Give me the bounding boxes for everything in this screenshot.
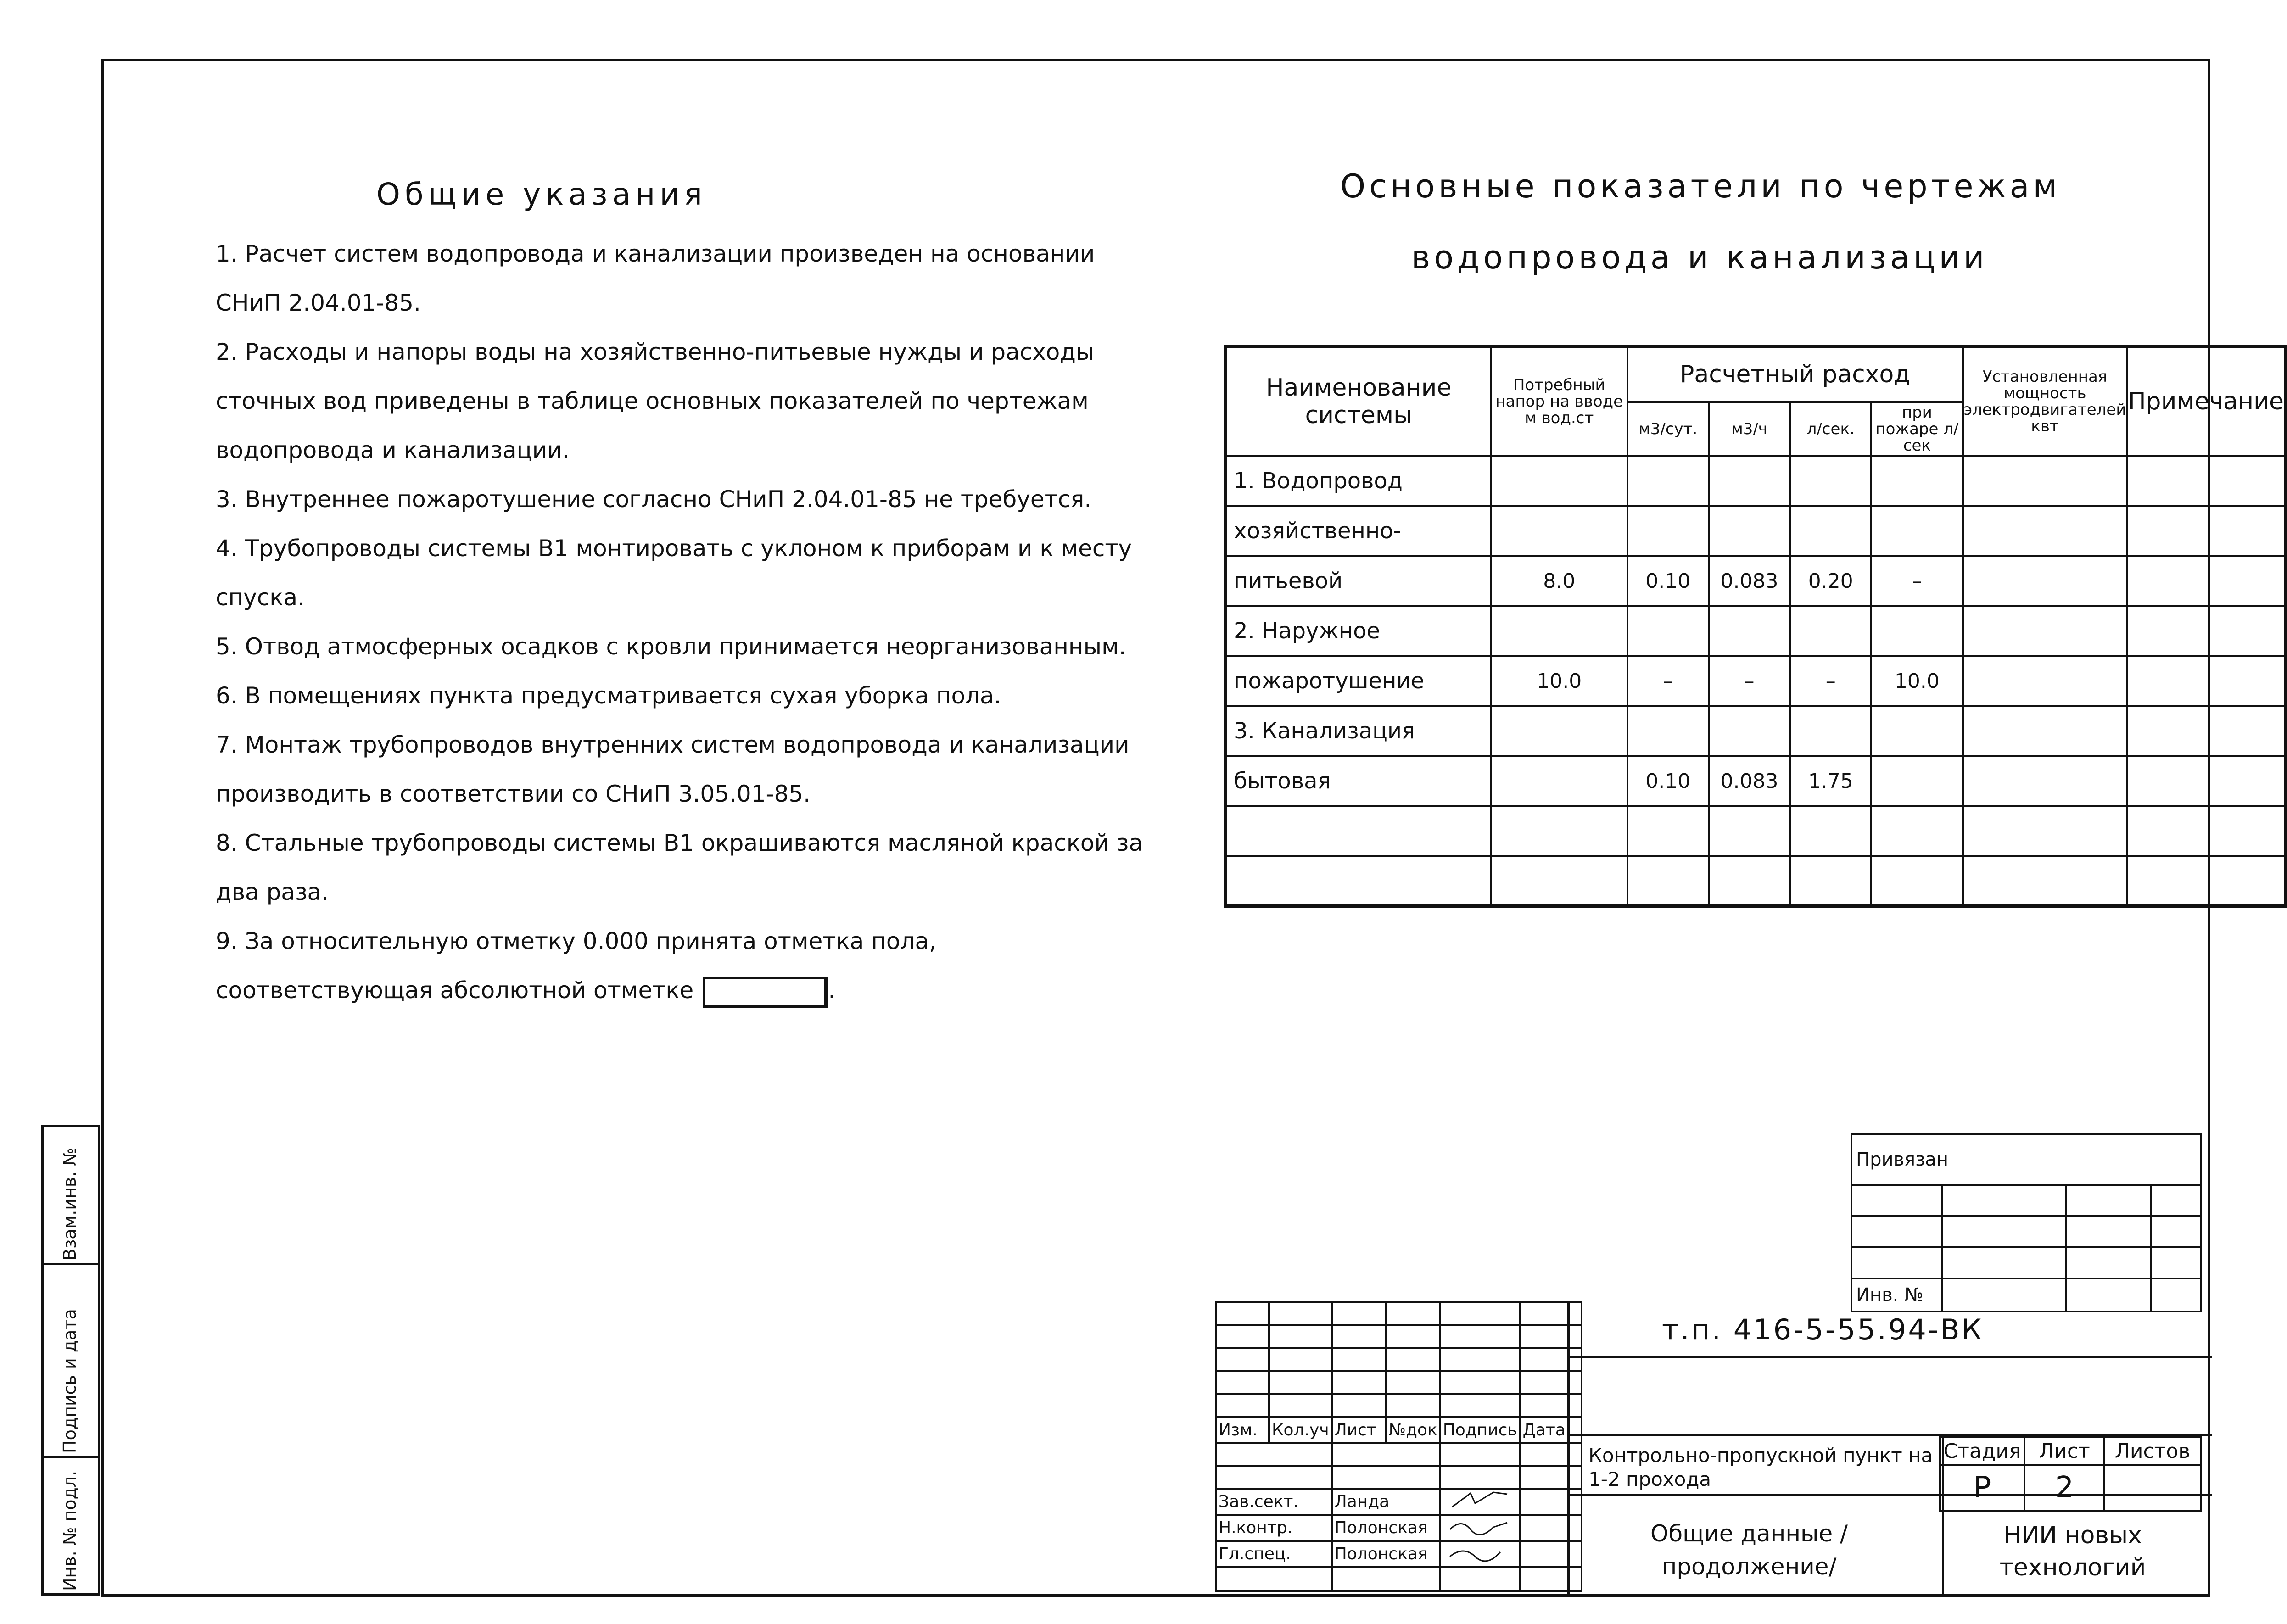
signature-2: [1440, 1515, 1520, 1541]
table-row: [1226, 806, 2286, 856]
role-3: Гл.спец.: [1216, 1541, 1332, 1567]
header-head: Потребный напор на вводе м вод.ст: [1491, 347, 1627, 456]
cell-head: [1491, 606, 1627, 656]
cell-m3h: [1709, 856, 1790, 906]
col-izm: Изм.: [1216, 1417, 1269, 1443]
sheets-value: [2104, 1465, 2201, 1511]
role-2: Н.контр.: [1216, 1515, 1332, 1541]
table-row: [1226, 656, 2286, 706]
cell-note: [2127, 556, 2285, 606]
cell-power: [1963, 456, 2127, 506]
col-kol: Кол.уч: [1269, 1417, 1332, 1443]
sheets-label: Листов: [2104, 1437, 2201, 1465]
cell-note: [2127, 806, 2285, 856]
col-sign: Подпись: [1440, 1417, 1520, 1443]
cell-name: 1. Водопровод: [1226, 456, 1491, 506]
cell-ls: [1790, 856, 1871, 906]
side-cell-instead-inv: [44, 1127, 98, 1265]
cell-m3h: 0.083: [1709, 756, 1790, 806]
binding-label: Привязан: [1851, 1134, 2201, 1185]
col-list: Лист: [1332, 1417, 1386, 1443]
cell-head: [1491, 456, 1627, 506]
header-m3-hour: м3/ч: [1709, 402, 1790, 456]
cell-m3h: [1709, 806, 1790, 856]
header-m3-day: м3/сут.: [1627, 402, 1709, 456]
table-row: [1226, 506, 2286, 556]
col-doc: №док: [1386, 1417, 1440, 1443]
sheet-title: Общие данные /продолжение/: [1650, 1520, 1848, 1580]
cell-power: [1963, 656, 2127, 706]
cell-m3h: [1709, 706, 1790, 756]
header-note: Примечание: [2127, 347, 2285, 456]
sheet-value: 2: [2024, 1465, 2104, 1511]
signature-3: [1440, 1541, 1520, 1567]
header-l-sec: л/сек.: [1790, 402, 1871, 456]
side-cell-inv-orig: [44, 1458, 98, 1596]
notes-title: Общие указания: [376, 177, 707, 212]
side-label-inv-orig: Инв. № подл.: [60, 1470, 80, 1591]
cell-fire: 10.0: [1871, 656, 1963, 706]
cell-head: [1491, 506, 1627, 556]
role-1: Зав.сект.: [1216, 1489, 1332, 1515]
cell-m3h: [1709, 606, 1790, 656]
cell-m3d: 0.10: [1627, 556, 1709, 606]
cell-power: [1963, 806, 2127, 856]
cell-power: [1963, 756, 2127, 806]
cell-name: питьевой: [1226, 556, 1491, 606]
cell-fire: [1871, 706, 1963, 756]
notes-list: [216, 229, 1152, 1015]
cell-m3h: [1709, 506, 1790, 556]
indicators-title-line1: Основные показатели по чертежам: [1340, 167, 2061, 205]
table-row: [1226, 456, 2286, 506]
col-date: Дата: [1520, 1417, 1582, 1443]
cell-name: 3. Канализация: [1226, 706, 1491, 756]
note-item: 3. Внутреннее пожаротушение согласно СНиП 2.04.01-85 не требуется.: [216, 486, 1092, 513]
note-item: 7. Монтаж трубопроводов внутренних систем водопровода и канализации производить в соответствии со СНиП 3.05.01-85.: [216, 731, 1130, 807]
cell-head: [1491, 856, 1627, 906]
side-cell-sign-date: [44, 1265, 98, 1458]
cell-fire: [1871, 506, 1963, 556]
cell-head: [1491, 806, 1627, 856]
note-item-text: 9. За относительную отметку 0.000 принята отметка пола, соответствующая абсолютной отметке: [216, 928, 936, 1004]
cell-power: [1963, 856, 2127, 906]
cell-ls: –: [1790, 656, 1871, 706]
cell-ls: [1790, 806, 1871, 856]
note-item: 4. Трубопроводы системы В1 монтировать с уклоном к приборам и к месту спуска.: [216, 535, 1132, 611]
cell-note: [2127, 606, 2285, 656]
cell-fire: [1871, 456, 1963, 506]
table-row: [1226, 756, 2286, 806]
table-row: [1226, 606, 2286, 656]
sheet-label: Лист: [2024, 1437, 2104, 1465]
cell-ls: [1790, 706, 1871, 756]
cell-m3h: [1709, 456, 1790, 506]
side-label-sign-date: Подпись и дата: [60, 1309, 80, 1453]
cell-head: 10.0: [1491, 656, 1627, 706]
name-1: Ланда: [1332, 1489, 1440, 1515]
table-row: [1226, 706, 2286, 756]
inv-label: Инв. №: [1851, 1278, 1942, 1311]
stage-label: Стадия: [1940, 1437, 2024, 1465]
cell-fire: [1871, 806, 1963, 856]
cell-m3d: –: [1627, 656, 1709, 706]
cell-power: [1963, 606, 2127, 656]
cell-power: [1963, 556, 2127, 606]
indicators-body: [1226, 456, 2286, 906]
cell-m3d: [1627, 706, 1709, 756]
cell-name: [1226, 806, 1491, 856]
doc-code: т.п. 416-5-55.94-ВК: [1662, 1313, 1984, 1346]
side-label-instead-inv: Взам.инв. №: [60, 1148, 80, 1261]
note-item: 9. За относительную отметку 0.000 принята отметка пола, соответствующая абсолютной отметке .: [216, 917, 1152, 1015]
cell-name: [1226, 856, 1491, 906]
cell-m3d: [1627, 506, 1709, 556]
cell-m3h: –: [1709, 656, 1790, 706]
cell-m3d: [1627, 806, 1709, 856]
note-item: 8. Стальные трубопроводы системы В1 окрашиваются масляной краской за два раза.: [216, 830, 1143, 905]
cell-name: хозяйственно-: [1226, 506, 1491, 556]
table-row: [1226, 856, 2286, 906]
cell-name: 2. Наружное: [1226, 606, 1491, 656]
name-3: Полонская: [1332, 1541, 1440, 1567]
cell-fire: [1871, 606, 1963, 656]
cell-m3d: [1627, 856, 1709, 906]
cell-power: [1963, 506, 2127, 556]
elevation-blank-box: [703, 977, 828, 1008]
cell-note: [2127, 656, 2285, 706]
signature-1: [1440, 1489, 1520, 1515]
stage-table: [1939, 1436, 2202, 1512]
cell-ls: [1790, 606, 1871, 656]
cell-head: 8.0: [1491, 556, 1627, 606]
cell-m3d: 0.10: [1627, 756, 1709, 806]
cell-fire: [1871, 756, 1963, 806]
object-name: Контрольно-пропускной пункт на 1-2 прохода: [1588, 1444, 1933, 1490]
cell-m3d: [1627, 456, 1709, 506]
cell-name: пожаротушение: [1226, 656, 1491, 706]
note-item: 6. В помещениях пункта предусматривается сухая уборка пола.: [216, 682, 1001, 709]
cell-name: бытовая: [1226, 756, 1491, 806]
note-item: 1. Расчет систем водопровода и канализации произведен на основании СНиП 2.04.01-85.: [216, 240, 1095, 316]
note-item: 2. Расходы и напоры воды на хозяйственно-питьевые нужды и расходы сточных вод приведены в таблице основных показателей по чертежам водопровода и канализации.: [216, 339, 1094, 463]
cell-fire: –: [1871, 556, 1963, 606]
stamp-grid: [1215, 1301, 1582, 1592]
name-2: Полонская: [1332, 1515, 1440, 1541]
cell-ls: 1.75: [1790, 756, 1871, 806]
header-power: Установленная мощность электродвигателей квт: [1963, 347, 2127, 456]
cell-power: [1963, 706, 2127, 756]
cell-ls: [1790, 456, 1871, 506]
cell-m3d: [1627, 606, 1709, 656]
cell-note: [2127, 456, 2285, 506]
header-flow: Расчетный расход: [1627, 347, 1963, 402]
cell-ls: 0.20: [1790, 556, 1871, 606]
header-name: Наименование системы: [1226, 347, 1491, 456]
side-strip: [41, 1125, 100, 1596]
header-fire: при пожаре л/сек: [1871, 402, 1963, 456]
indicators-table: [1224, 345, 2287, 908]
table-row: [1226, 556, 2286, 606]
cell-note: [2127, 506, 2285, 556]
binding-block: [1851, 1133, 2202, 1312]
indicators-title-line2: водопровода и канализации: [1411, 239, 1988, 276]
cell-head: [1491, 756, 1627, 806]
cell-head: [1491, 706, 1627, 756]
cell-note: [2127, 856, 2285, 906]
cell-m3h: 0.083: [1709, 556, 1790, 606]
cell-ls: [1790, 506, 1871, 556]
note-item: 5. Отвод атмосферных осадков с кровли принимается неорганизованным.: [216, 633, 1126, 660]
cell-fire: [1871, 856, 1963, 906]
stage-value: Р: [1940, 1465, 2024, 1511]
cell-note: [2127, 706, 2285, 756]
organization: НИИ новых технологий: [1999, 1522, 2146, 1581]
cell-note: [2127, 756, 2285, 806]
